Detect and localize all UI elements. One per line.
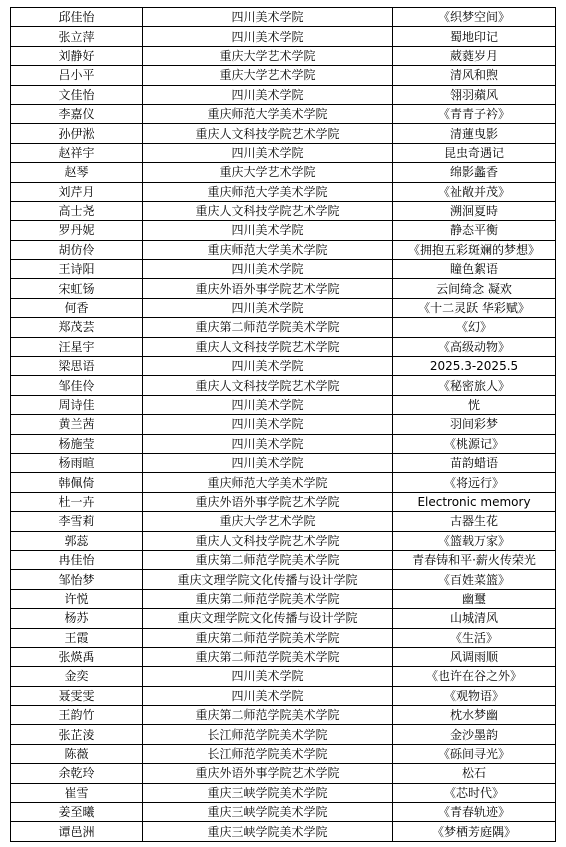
student-name-cell: 李嘉仪 (11, 104, 143, 123)
artwork-title-cell: 松石 (393, 764, 556, 783)
student-name-cell: 何香 (11, 298, 143, 317)
table-row (11, 376, 556, 395)
artwork-title-cell: 《篮载万家》 (393, 531, 556, 550)
table-row (11, 182, 556, 201)
artwork-title-cell: 瞳色絮语 (393, 260, 556, 279)
student-name-cell: 姜至曦 (11, 803, 143, 822)
artwork-title-cell: 静态平衡 (393, 221, 556, 240)
table-row (11, 8, 556, 27)
school-cell: 重庆外语外事学院艺术学院 (143, 492, 393, 511)
table-row (11, 725, 556, 744)
table-row (11, 628, 556, 647)
table-row (11, 706, 556, 725)
table-row (11, 783, 556, 802)
table-row (11, 143, 556, 162)
student-name-cell: 冉佳怡 (11, 550, 143, 569)
artwork-title-cell: 枕水梦幽 (393, 706, 556, 725)
school-cell: 重庆人文科技学院艺术学院 (143, 531, 393, 550)
artwork-title-cell: 《拥抱五彩斑斓的梦想》 (393, 240, 556, 259)
artwork-title-cell: 《观物语》 (393, 686, 556, 705)
artwork-title-cell: 《高级动物》 (393, 337, 556, 356)
school-cell: 重庆第二师范学院美术学院 (143, 628, 393, 647)
table-row (11, 163, 556, 182)
table-row (11, 764, 556, 783)
school-cell: 重庆第二师范学院美术学院 (143, 589, 393, 608)
student-name-cell: 黄兰茜 (11, 415, 143, 434)
table-row (11, 85, 556, 104)
school-cell: 重庆人文科技学院艺术学院 (143, 124, 393, 143)
table-row (11, 395, 556, 414)
student-name-cell: 杨雨暄 (11, 453, 143, 472)
school-cell: 重庆外语外事学院艺术学院 (143, 764, 393, 783)
artwork-title-cell: 《祉敞并茂》 (393, 182, 556, 201)
school-cell: 重庆师范大学美术学院 (143, 240, 393, 259)
student-name-cell: 汪星宇 (11, 337, 143, 356)
table-row (11, 27, 556, 46)
artwork-title-cell: 幽璽 (393, 589, 556, 608)
school-cell: 重庆大学艺术学院 (143, 512, 393, 531)
artwork-title-cell: 《将远行》 (393, 473, 556, 492)
school-cell: 重庆三峡学院美术学院 (143, 822, 393, 841)
table-row (11, 512, 556, 531)
student-name-cell: 崔雪 (11, 783, 143, 802)
student-name-cell: 韩佩倚 (11, 473, 143, 492)
artwork-title-cell: 溯洄夏時 (393, 201, 556, 220)
school-cell: 四川美术学院 (143, 8, 393, 27)
school-cell: 四川美术学院 (143, 357, 393, 376)
school-cell: 长江师范学院美术学院 (143, 725, 393, 744)
table-row (11, 221, 556, 240)
school-cell: 重庆师范大学美术学院 (143, 182, 393, 201)
artwork-title-cell: 古器生花 (393, 512, 556, 531)
student-name-cell: 杜一卉 (11, 492, 143, 511)
artwork-title-cell: 昆虫奇遇记 (393, 143, 556, 162)
artwork-title-cell: 《织梦空间》 (393, 8, 556, 27)
table-row (11, 647, 556, 666)
school-cell: 四川美术学院 (143, 143, 393, 162)
artwork-title-cell: 山城清风 (393, 609, 556, 628)
artwork-title-cell: 绵影蠡香 (393, 163, 556, 182)
artwork-title-cell: 《百姓菜篮》 (393, 570, 556, 589)
student-name-cell: 邹怡梦 (11, 570, 143, 589)
student-name-cell: 梁思语 (11, 357, 143, 376)
table-row (11, 473, 556, 492)
school-cell: 重庆第二师范学院美术学院 (143, 706, 393, 725)
school-cell: 重庆师范大学美术学院 (143, 473, 393, 492)
student-name-cell: 谭邑洲 (11, 822, 143, 841)
table-row (11, 415, 556, 434)
artwork-title-cell: 《梦栖芳庭隅》 (393, 822, 556, 841)
school-cell: 四川美术学院 (143, 27, 393, 46)
table-row (11, 298, 556, 317)
school-cell: 重庆人文科技学院艺术学院 (143, 201, 393, 220)
table-row (11, 124, 556, 143)
school-cell: 重庆大学艺术学院 (143, 66, 393, 85)
school-cell: 四川美术学院 (143, 434, 393, 453)
student-name-cell: 余乾玲 (11, 764, 143, 783)
roster-sheet (10, 7, 556, 842)
school-cell: 四川美术学院 (143, 667, 393, 686)
student-name-cell: 王诗阳 (11, 260, 143, 279)
student-name-cell: 张立萍 (11, 27, 143, 46)
artwork-title-cell: 恍 (393, 395, 556, 414)
table-row (11, 550, 556, 569)
table-row (11, 492, 556, 511)
artwork-title-cell: 《桃源记》 (393, 434, 556, 453)
table-row (11, 609, 556, 628)
table-row (11, 318, 556, 337)
school-cell: 重庆大学艺术学院 (143, 46, 393, 65)
student-name-cell: 孙伊淞 (11, 124, 143, 143)
student-name-cell: 刘静好 (11, 46, 143, 65)
school-cell: 重庆大学艺术学院 (143, 163, 393, 182)
student-name-cell: 邱佳怡 (11, 8, 143, 27)
artwork-title-cell: 《芯时代》 (393, 783, 556, 802)
table-row (11, 240, 556, 259)
student-name-cell: 郑茂芸 (11, 318, 143, 337)
school-cell: 重庆外语外事学院艺术学院 (143, 279, 393, 298)
roster-table (10, 7, 556, 842)
artwork-title-cell: 《十二灵跃 华彩赋》 (393, 298, 556, 317)
student-name-cell: 聂雯雯 (11, 686, 143, 705)
table-row (11, 531, 556, 550)
school-cell: 四川美术学院 (143, 415, 393, 434)
table-row (11, 686, 556, 705)
artwork-title-cell: 《青青子衿》 (393, 104, 556, 123)
table-row (11, 822, 556, 841)
school-cell: 重庆三峡学院美术学院 (143, 783, 393, 802)
student-name-cell: 张芷淩 (11, 725, 143, 744)
artwork-title-cell: 羽间彩梦 (393, 415, 556, 434)
artwork-title-cell: 苗韵蜡语 (393, 453, 556, 472)
school-cell: 重庆师范大学美术学院 (143, 104, 393, 123)
school-cell: 重庆三峡学院美术学院 (143, 803, 393, 822)
school-cell: 四川美术学院 (143, 298, 393, 317)
table-row (11, 357, 556, 376)
student-name-cell: 刘芹月 (11, 182, 143, 201)
student-name-cell: 郭蕊 (11, 531, 143, 550)
student-name-cell: 罗丹妮 (11, 221, 143, 240)
student-name-cell: 许悦 (11, 589, 143, 608)
artwork-title-cell: 2025.3-2025.5 (393, 357, 556, 376)
school-cell: 重庆文理学院文化传播与设计学院 (143, 609, 393, 628)
school-cell: 四川美术学院 (143, 453, 393, 472)
table-row (11, 570, 556, 589)
artwork-title-cell: 云间绮念 凝欢 (393, 279, 556, 298)
table-row (11, 337, 556, 356)
student-name-cell: 周诗佳 (11, 395, 143, 414)
student-name-cell: 李雪莉 (11, 512, 143, 531)
student-name-cell: 陈薇 (11, 744, 143, 763)
student-name-cell: 金奕 (11, 667, 143, 686)
artwork-title-cell: 金沙墨韵 (393, 725, 556, 744)
table-row (11, 201, 556, 220)
roster-body (11, 8, 556, 842)
school-cell: 四川美术学院 (143, 85, 393, 104)
student-name-cell: 王韵竹 (11, 706, 143, 725)
student-name-cell: 文佳怡 (11, 85, 143, 104)
artwork-title-cell: 《砾间寻光》 (393, 744, 556, 763)
table-row (11, 279, 556, 298)
artwork-title-cell: 青春铸和平·薪火传荣光 (393, 550, 556, 569)
school-cell: 四川美术学院 (143, 260, 393, 279)
student-name-cell: 杨施莹 (11, 434, 143, 453)
table-row (11, 744, 556, 763)
artwork-title-cell: 葳蕤岁月 (393, 46, 556, 65)
student-name-cell: 杨苏 (11, 609, 143, 628)
artwork-title-cell: 《青春轨迹》 (393, 803, 556, 822)
school-cell: 重庆人文科技学院艺术学院 (143, 376, 393, 395)
artwork-title-cell: 《生活》 (393, 628, 556, 647)
student-name-cell: 赵祥宇 (11, 143, 143, 162)
student-name-cell: 吕小平 (11, 66, 143, 85)
student-name-cell: 宋虹钖 (11, 279, 143, 298)
school-cell: 重庆文理学院文化传播与设计学院 (143, 570, 393, 589)
table-row (11, 803, 556, 822)
table-row (11, 260, 556, 279)
artwork-title-cell: 清蓮曳影 (393, 124, 556, 143)
table-row (11, 589, 556, 608)
artwork-title-cell: 蜀地印记 (393, 27, 556, 46)
artwork-title-cell: 风调雨顺 (393, 647, 556, 666)
table-row (11, 66, 556, 85)
school-cell: 重庆人文科技学院艺术学院 (143, 337, 393, 356)
school-cell: 四川美术学院 (143, 686, 393, 705)
student-name-cell: 邹佳伶 (11, 376, 143, 395)
school-cell: 重庆第二师范学院美术学院 (143, 550, 393, 569)
artwork-title-cell: 清风和煦 (393, 66, 556, 85)
artwork-title-cell: 《幻》 (393, 318, 556, 337)
table-row (11, 104, 556, 123)
school-cell: 重庆第二师范学院美术学院 (143, 647, 393, 666)
student-name-cell: 张煐禹 (11, 647, 143, 666)
student-name-cell: 胡仿伶 (11, 240, 143, 259)
table-row (11, 453, 556, 472)
school-cell: 长江师范学院美术学院 (143, 744, 393, 763)
student-name-cell: 赵琴 (11, 163, 143, 182)
school-cell: 四川美术学院 (143, 221, 393, 240)
school-cell: 四川美术学院 (143, 395, 393, 414)
artwork-title-cell: 翎羽蘋风 (393, 85, 556, 104)
school-cell: 重庆第二师范学院美术学院 (143, 318, 393, 337)
table-row (11, 46, 556, 65)
table-row (11, 667, 556, 686)
student-name-cell: 高士尧 (11, 201, 143, 220)
table-row (11, 434, 556, 453)
artwork-title-cell: Electronic memory (393, 492, 556, 511)
artwork-title-cell: 《秘密旅人》 (393, 376, 556, 395)
artwork-title-cell: 《也许在谷之外》 (393, 667, 556, 686)
student-name-cell: 王霞 (11, 628, 143, 647)
